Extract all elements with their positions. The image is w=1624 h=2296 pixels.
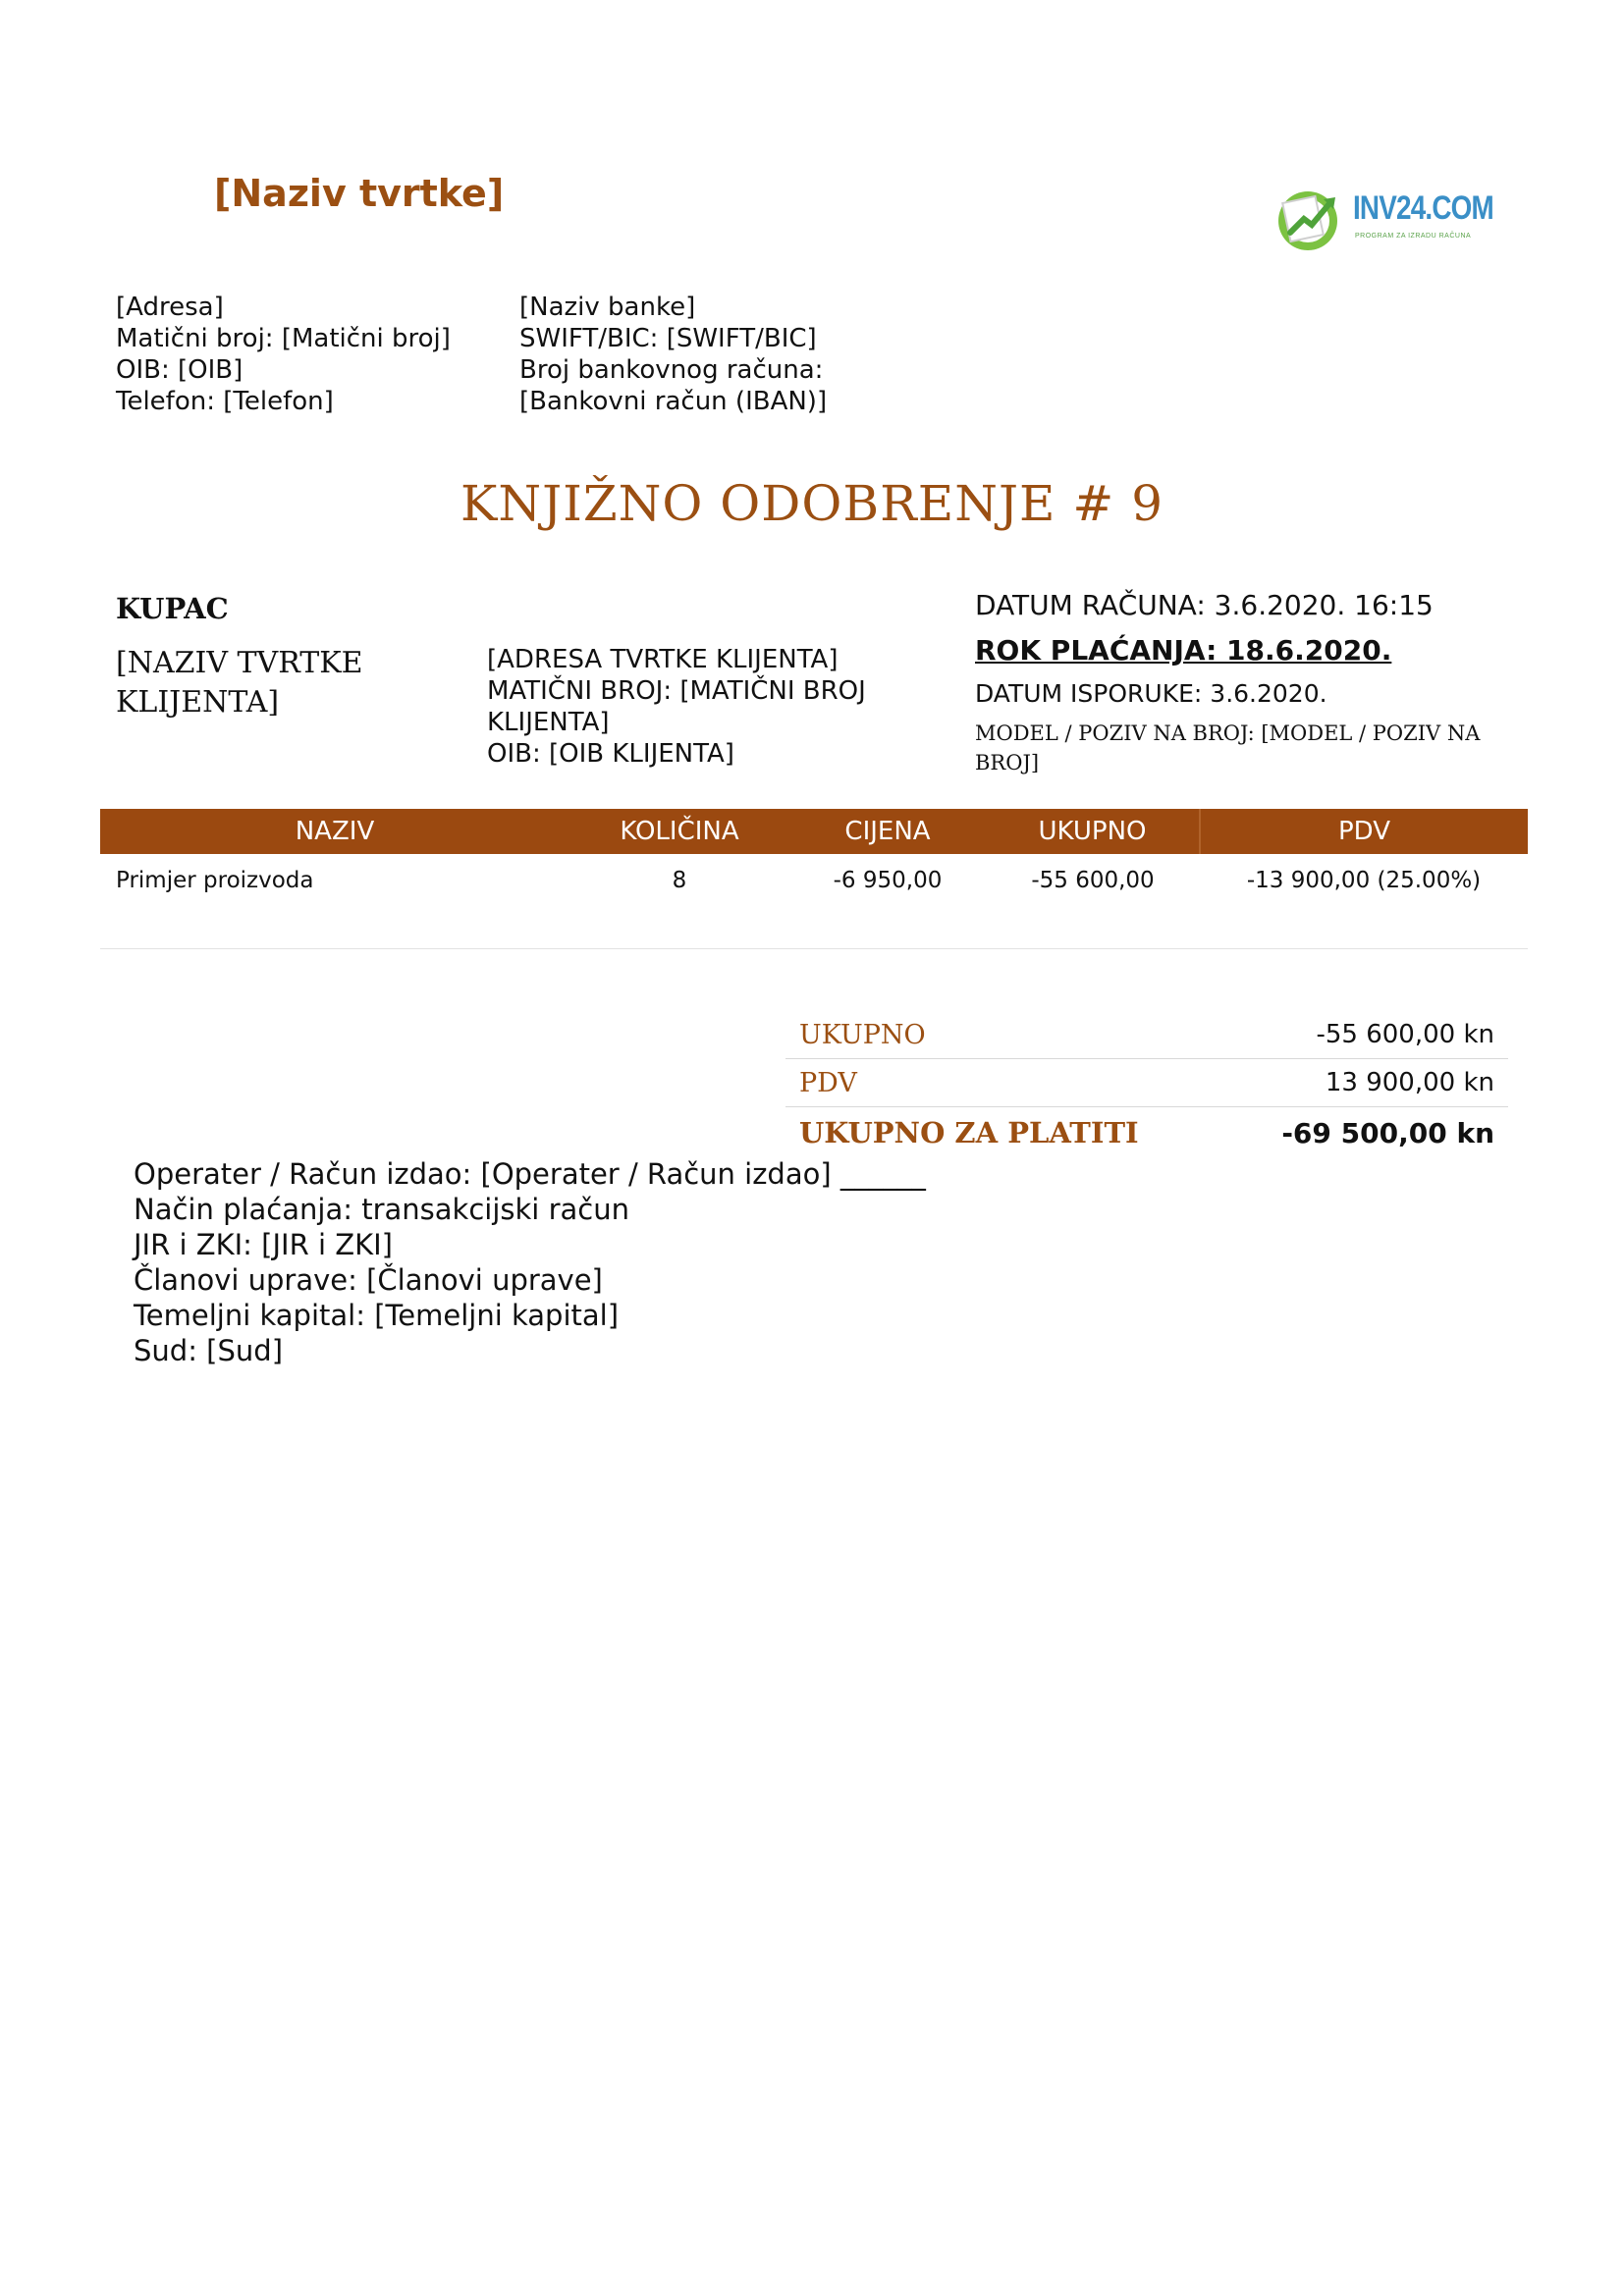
summary-grand-value: -69 500,00 kn — [1281, 1116, 1494, 1149]
bank-name: [Naziv banke] — [519, 293, 696, 322]
bank-info — [519, 292, 827, 417]
bank-swift: SWIFT/BIC: [SWIFT/BIC] — [519, 324, 817, 353]
summary-vat-row — [785, 1059, 1508, 1107]
client-address-block — [487, 644, 899, 770]
summary-total-value: -55 600,00 kn — [1316, 1020, 1494, 1049]
company-address: [Adresa] — [116, 293, 224, 322]
header-kolicina: KOLIČINA — [569, 809, 789, 854]
logo-icon — [1272, 182, 1347, 256]
model-reference: MODEL / POZIV NA BROJ: [MODEL / POZIV NA BROJ] — [975, 721, 1481, 774]
client-reg-number: MATIČNI BROJ: [MATIČNI BROJ KLIJENTA] — [487, 676, 866, 737]
table-row — [100, 854, 1528, 949]
client-address: [ADRESA TVRTKE KLIJENTA] — [487, 645, 839, 674]
logo-subtitle: PROGRAM ZA IZRADU RAČUNA — [1355, 233, 1472, 240]
cell-quantity: 8 — [569, 854, 789, 949]
company-reg-number: Matični broj: [Matični broj] — [116, 324, 451, 353]
inv24-logo — [1272, 182, 1498, 260]
footer-court: Sud: [Sud] — [134, 1334, 284, 1367]
footer-board: Članovi uprave: [Članovi uprave] — [134, 1263, 603, 1297]
table-header-row — [100, 809, 1528, 854]
company-info — [116, 292, 451, 417]
cell-price: -6 950,00 — [789, 854, 986, 949]
company-oib: OIB: [OIB] — [116, 355, 244, 385]
bank-iban: [Bankovni račun (IBAN)] — [519, 387, 828, 416]
document-title: KNJIŽNO ODOBRENJE # 9 — [460, 475, 1164, 532]
cell-name: Primjer proizvoda — [100, 854, 569, 949]
client-oib: OIB: [OIB KLIJENTA] — [487, 739, 734, 769]
summary-vat-label: PDV — [799, 1067, 857, 1098]
company-phone: Telefon: [Telefon] — [116, 387, 334, 416]
footer-payment: Način plaćanja: transakcijski račun — [134, 1193, 629, 1226]
dates-block — [975, 589, 1525, 777]
summary-vat-value: 13 900,00 kn — [1325, 1068, 1494, 1097]
summary-grand-label: UKUPNO ZA PLATITI — [799, 1116, 1139, 1149]
footer-operator: Operater / Račun izdao: [Operater / Račun izdao] ______ — [134, 1157, 926, 1191]
header-ukupno: UKUPNO — [986, 809, 1200, 854]
header-pdv: PDV — [1200, 809, 1528, 854]
company-name: [Naziv tvrtke] — [214, 172, 505, 215]
cell-total: -55 600,00 — [986, 854, 1200, 949]
client-name: [NAZIV TVRTKE KLIJENTA] — [116, 646, 363, 720]
items-table — [100, 809, 1528, 949]
logo-text: INV24.COM — [1353, 189, 1493, 227]
header-cijena: CIJENA — [789, 809, 986, 854]
delivery-date: DATUM ISPORUKE: 3.6.2020. — [975, 679, 1327, 708]
footer-info — [134, 1156, 926, 1368]
due-date: ROK PLAĆANJA: 18.6.2020. — [975, 634, 1392, 667]
cell-vat: -13 900,00 (25.00%) — [1200, 854, 1528, 949]
summary-total-row — [785, 1011, 1508, 1059]
client-label: KUPAC — [116, 592, 229, 625]
summary-total-label: UKUPNO — [799, 1019, 926, 1050]
header-naziv: NAZIV — [100, 809, 569, 854]
summary-block — [785, 1011, 1508, 1158]
footer-jir: JIR i ZKI: [JIR i ZKI] — [134, 1228, 393, 1261]
invoice-date: DATUM RAČUNA: 3.6.2020. 16:15 — [975, 589, 1434, 621]
bank-account-label: Broj bankovnog računa: — [519, 355, 824, 385]
summary-grand-row — [785, 1107, 1508, 1158]
footer-capital: Temeljni kapital: [Temeljni kapital] — [134, 1299, 620, 1332]
